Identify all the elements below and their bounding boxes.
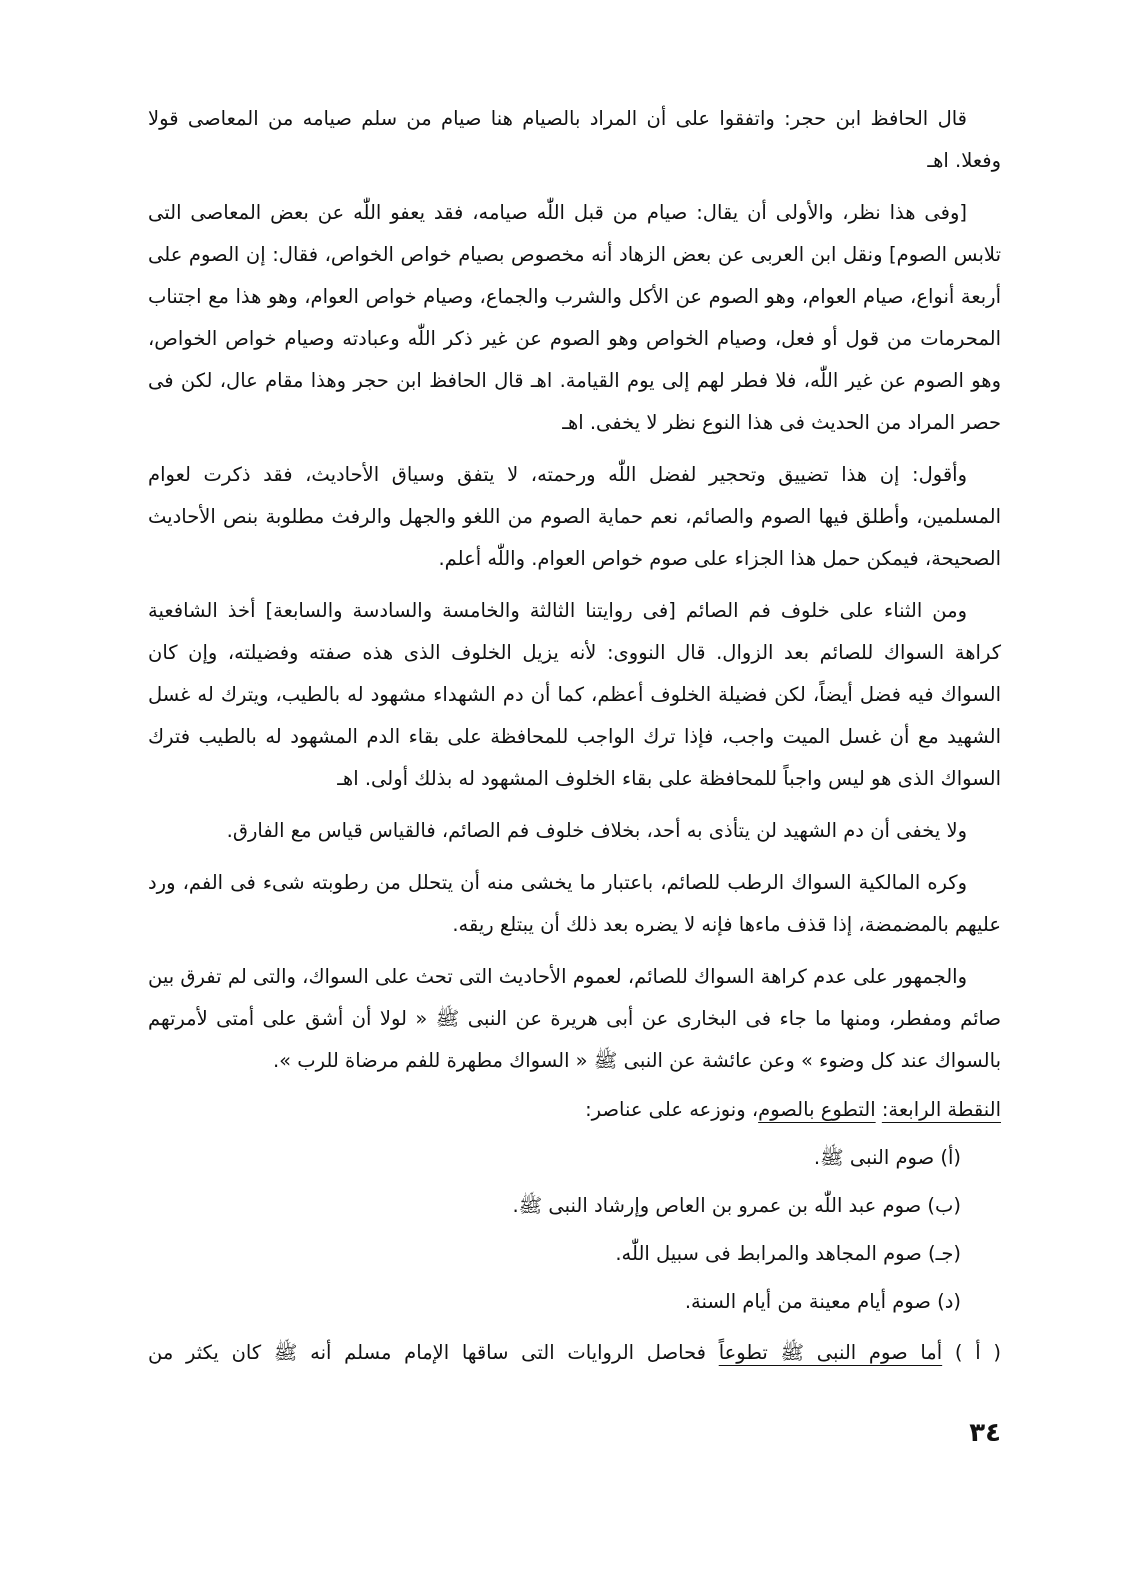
point-heading-topic: التطوع بالصوم [758,1098,876,1121]
point-heading-suffix: ، ونوزعه على عناصر: [585,1098,759,1121]
paragraph-martyr-blood: ولا يخفى أن دم الشهيد لن يتأذى به أحد، بخلاف خلوف فم الصائم، فالقياس قياس مع الفارق. [226,819,967,842]
paragraph-siwak-shafiiyya: ومن الثناء على خلوف فم الصائم [فى روايتنا الثالثة والخامسة والسادسة والسابعة] أخذ الشافعية كراهة السواك للصائم بعد الزوال. قال النووى: لأنه يزيل الخلوف الذى هذه صفته وفضيلته، وإن كان السواك فيه فضل أيضاً، لكن فضيلة الخلوف أعظم، كما أن دم الشهداء مشهود له بالطيب، ويترك له غسل الشهيد مع أن غسل الميت واجب، فإذا ترك الواجب للمحافظة على بقاء الدم المشهود له بالطيب فترك السواك الذى هو ليس واجباً للمحافظة على بقاء الخلوف المشهود له بذلك أولى. اهـ [148,599,1001,790]
list-item-a: (أ) صوم النبى ﷺ. [813,1146,961,1169]
section-a-text: فحاصل الروايات التى ساقها الإمام مسلم أنه ﷺ كان يكثر من [148,1341,719,1364]
section-a-marker: ( أ ) [954,1341,1001,1364]
page-number: ٣٤ [969,1418,1001,1448]
point-heading-label: النقطة الرابعة: [881,1098,1001,1121]
list-item-j: (جـ) صوم المجاهد والمرابط فى سبيل اللّٰه. [615,1242,961,1265]
list-item-d: (د) صوم أيام معينة من أيام السنة. [684,1290,961,1313]
paragraph-jumhur: والجمهور على عدم كراهة السواك للصائم، لعموم الأحاديث التى تحث على السواك، والتى لم تفرق بين صائم ومفطر، ومنها ما جاء فى البخارى عن أبى هريرة عن النبى ﷺ « لولا أن أشق على أمتى لأمرتهم بالسواك عند كل وضوء » وعن عائشة عن النبى ﷺ « السواك مطهرة للفم مرضاة للرب ». [148,965,1001,1072]
paragraph-author-opinion: وأقول: إن هذا تضييق وتحجير لفضل اللّٰه ورحمته، لا يتفق وسياق الأحاديث، فقد ذكرت لعوام المسلمين، وأطلق فيها الصوم والصائم، نعم حماية الصوم من اللغو والجهل والرفث مطلوبة بنص الأحاديث الصحيحة، فيمكن حمل هذا الجزاء على صوم خواص العوام. واللّٰه أعلم. [148,463,1001,570]
paragraph-ibn-hajar-quote: قال الحافظ ابن حجر: واتفقوا على أن المراد بالصيام هنا صيام من سلم صيامه من المعاصى قولا وفعلا. اهـ [148,107,1001,172]
section-a-intro [148,1332,1001,1374]
paragraph-malikiyya: وكره المالكية السواك الرطب للصائم، باعتبار ما يخشى منه أن يتحلل من رطوبته شىء فى الفم، ورد عليهم بالمضمضة، إذا قذف ماءها فإنه لا يضره بعد ذلك أن يبتلع ريقه. [148,871,1001,936]
list-item-b: (ب) صوم عبد اللّٰه بن عمرو بن العاص وإرشاد النبى ﷺ. [512,1194,961,1217]
point-four-heading [148,1090,1001,1130]
section-a-title: أما صوم النبى ﷺ تطوعاً [718,1341,943,1364]
paragraph-types-of-fasting: [وفى هذا نظر، والأولى أن يقال: صيام من قبل اللّٰه صيامه، فقد يعفو اللّٰه عن بعض المعاصى التى تلابس الصوم] ونقل ابن العربى عن بعض الزهاد أنه مخصوص بصيام خواص الخواص، فقال: إن الصوم على أربعة أنواع، صيام العوام، وهو الصوم عن الأكل والشرب والجماع، وصيام خواص العوام، وهو هذا مع اجتناب المحرمات من قول أو فعل، وصيام الخواص وهو الصوم عن غير ذكر اللّٰه وعبادته وصيام خواص الخواص، وهو الصوم عن غير اللّٰه، فلا فطر لهم إلى يوم القيامة. اهـ قال الحافظ ابن حجر وهذا مقام عال، لكن فى حصر المراد من الحديث فى هذا النوع نظر لا يخفى. اهـ [148,201,1001,434]
